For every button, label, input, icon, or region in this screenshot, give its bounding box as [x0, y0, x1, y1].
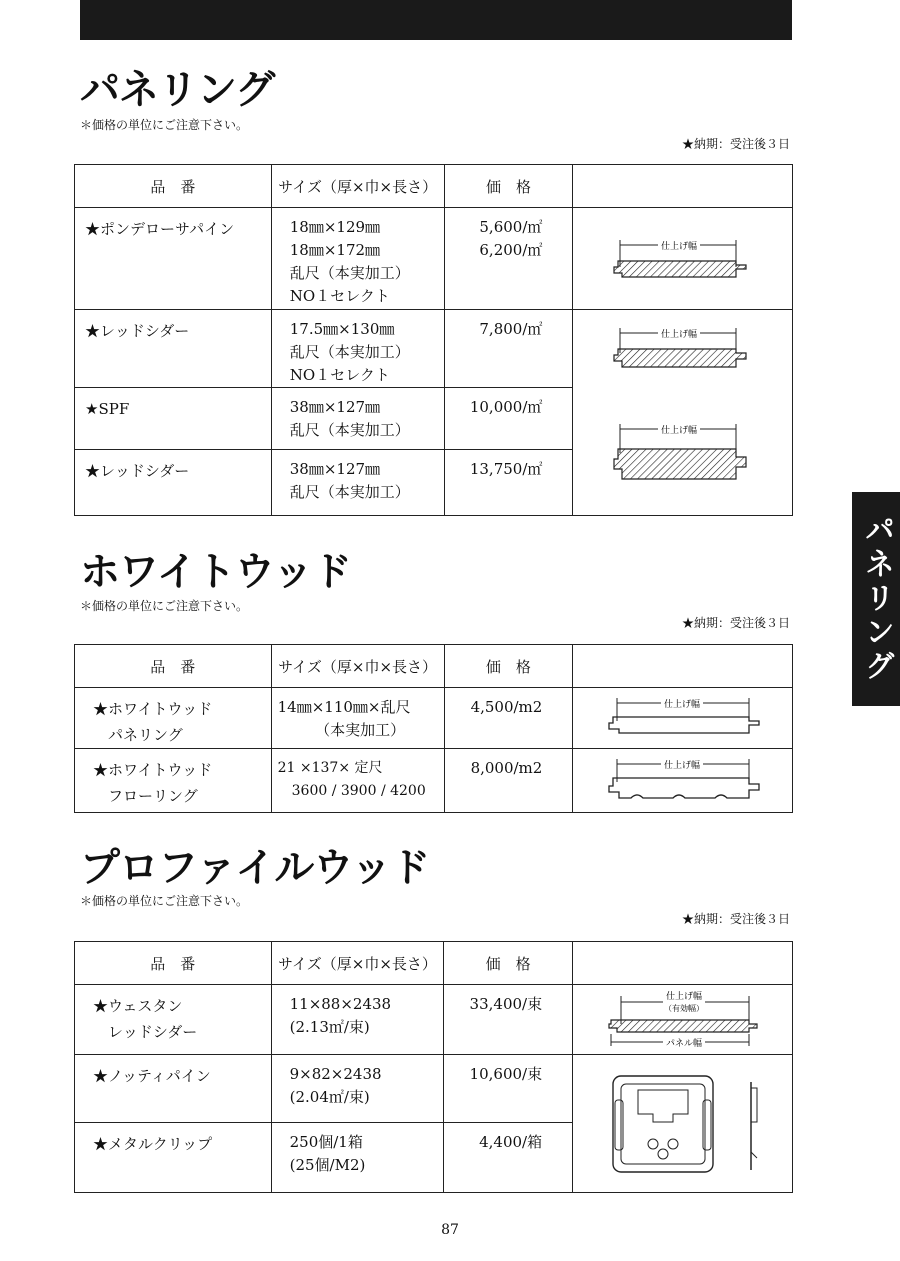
table-header-row	[75, 165, 793, 208]
product-size: 21 ×137× 定尺	[277, 760, 383, 776]
product-name: レッドシダー	[93, 1023, 198, 1041]
side-tab-label: パネリング	[852, 492, 900, 706]
product-size: 乱尺（本実加工）	[289, 483, 410, 501]
product-size: (25個/M2)	[289, 1156, 366, 1174]
product-size: (2.04㎡/束)	[289, 1088, 370, 1106]
diagram-label: 仕上げ幅	[663, 760, 700, 771]
section-title-paneling: パネリング	[80, 67, 275, 113]
profile-diagram	[603, 752, 763, 806]
product-name: ★ウェスタン	[93, 997, 183, 1015]
page-number: 87	[441, 1222, 459, 1238]
product-name: ★SPF	[85, 400, 130, 418]
product-size: 9×82×2438	[289, 1065, 382, 1083]
diagram-sublabel: （有効幅）	[663, 1003, 704, 1013]
diagram-label: 仕上げ幅	[665, 991, 702, 1002]
profilewood-table	[74, 941, 793, 1193]
metal-clip-diagram	[583, 1062, 783, 1182]
price-unit-note: ＊価格の単位にご注意下さい。	[80, 118, 249, 132]
diagram-label: 仕上げ幅	[663, 700, 700, 710]
product-name: ★レッドシダー	[85, 462, 190, 480]
profile-diagram	[608, 227, 758, 287]
product-name: ★ノッティパイン	[93, 1067, 211, 1085]
product-price: 10,600/束	[469, 1065, 543, 1083]
product-name: フローリング	[93, 787, 198, 805]
product-size: NO１セレクト	[289, 287, 390, 305]
price-unit-note: ＊価格の単位にご注意下さい。	[80, 599, 249, 613]
whitewood-table	[74, 644, 793, 813]
product-size: （本実加工）	[277, 721, 406, 739]
table-header-row	[75, 645, 793, 688]
header-price: 価 格	[444, 645, 573, 688]
table-row	[75, 749, 793, 813]
table-row	[75, 1055, 793, 1123]
product-size: 11×88×2438	[289, 995, 392, 1013]
table-row	[75, 310, 793, 388]
product-size: 乱尺（本実加工）	[289, 421, 410, 439]
product-size: 乱尺（本実加工）	[289, 264, 410, 282]
table-row	[75, 388, 793, 450]
product-size: 38㎜×127㎜	[289, 398, 381, 416]
diagram-label: 仕上げ幅	[660, 241, 697, 252]
delivery-note: ★納期：受注後３日	[681, 912, 790, 926]
product-size: 乱尺（本実加工）	[289, 343, 410, 361]
profile-diagram	[608, 317, 758, 377]
delivery-note: ★納期：受注後３日	[681, 616, 790, 630]
product-size: 18㎜×129㎜	[289, 218, 381, 236]
product-size: 17.5㎜×130㎜	[289, 320, 395, 338]
product-size: 3600 / 3900 / 4200	[277, 783, 426, 799]
product-name: ★ホワイトウッド	[93, 700, 213, 718]
profile-diagram	[608, 409, 758, 489]
header-size: サイズ（厚×巾×長さ）	[271, 645, 444, 688]
product-size: 14㎜×110㎜×乱尺	[277, 698, 411, 716]
table-header-row	[75, 942, 793, 985]
header-image	[573, 942, 793, 985]
product-price: 4,400/箱	[479, 1133, 543, 1151]
profile-diagram	[603, 691, 763, 741]
table-row	[75, 688, 793, 749]
paneling-table	[74, 164, 793, 516]
product-price: 7,800/㎡	[479, 320, 543, 338]
header-price: 価 格	[444, 942, 573, 985]
product-size: 250個/1箱	[289, 1133, 363, 1151]
product-price: 33,400/束	[469, 995, 543, 1013]
header-item: 品 番	[75, 942, 272, 985]
product-price: 4,500/m2	[470, 698, 543, 716]
header-image	[573, 165, 793, 208]
product-name: ★ホワイトウッド	[93, 761, 213, 779]
product-size: (2.13㎡/束)	[289, 1018, 370, 1036]
section-title-whitewood: ホワイトウッド	[80, 549, 351, 595]
product-name: ★レッドシダー	[85, 322, 190, 340]
header-bar	[80, 0, 792, 40]
product-price: 10,000/㎡	[469, 398, 543, 416]
profile-diagram	[603, 986, 763, 1050]
product-name: ★メタルクリップ	[93, 1135, 213, 1153]
product-price: 6,200/㎡	[479, 241, 543, 259]
product-name: ★ポンデローサパイン	[85, 220, 235, 238]
header-item: 品 番	[75, 645, 272, 688]
section-title-profilewood: プロファイルウッド	[80, 845, 430, 891]
product-name: パネリング	[93, 726, 183, 744]
product-price: 8,000/m2	[470, 759, 543, 777]
product-size: NO１セレクト	[289, 366, 390, 384]
product-size: 38㎜×127㎜	[289, 460, 381, 478]
diagram-label: 仕上げ幅	[660, 329, 697, 340]
table-row	[75, 985, 793, 1055]
delivery-note: ★納期：受注後３日	[681, 137, 790, 151]
diagram-bottom-label: パネル幅	[665, 1038, 702, 1049]
header-image	[573, 645, 793, 688]
header-item: 品 番	[75, 165, 272, 208]
diagram-label: 仕上げ幅	[660, 426, 697, 437]
table-row	[75, 208, 793, 310]
header-size: サイズ（厚×巾×長さ）	[271, 165, 444, 208]
product-price: 5,600/㎡	[479, 218, 543, 236]
product-size: 18㎜×172㎜	[289, 241, 381, 259]
product-price: 13,750/㎡	[469, 460, 543, 478]
header-price: 価 格	[444, 165, 573, 208]
price-unit-note: ＊価格の単位にご注意下さい。	[80, 894, 249, 908]
header-size: サイズ（厚×巾×長さ）	[271, 942, 444, 985]
